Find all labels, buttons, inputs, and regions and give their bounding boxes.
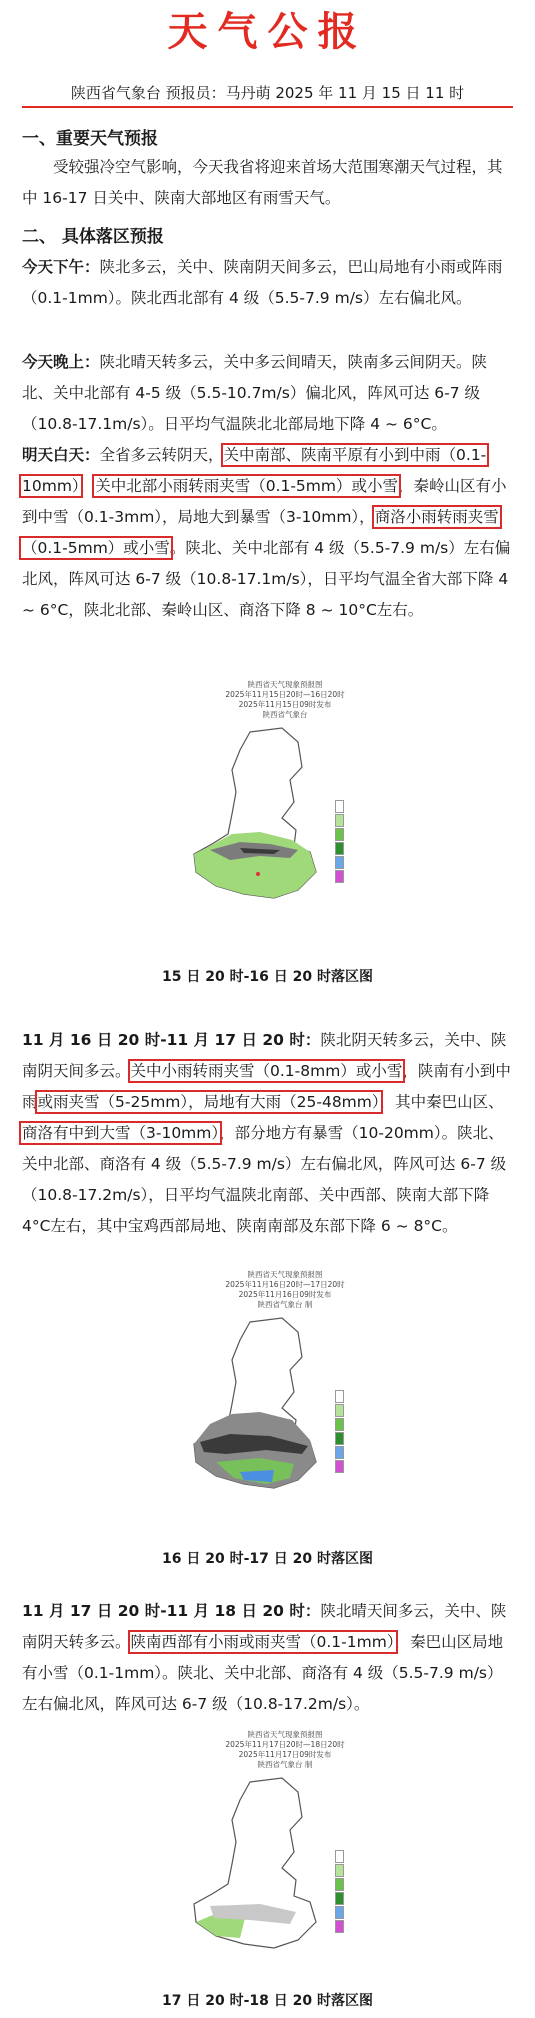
map-title-line: 2025年11月17日20时—18日20时 bbox=[225, 1740, 345, 1749]
rain-area bbox=[194, 832, 316, 898]
highlight-box: 商洛小雨转雨夹雪（0.1-5mm）或小雪 bbox=[22, 508, 499, 557]
highlight-box: 商洛有中到大雪（3-10mm） bbox=[22, 1124, 220, 1142]
highlight-box: 关中南部、陕南平原有小到中雨（0.1-10mm） bbox=[22, 446, 487, 495]
forecast-label: 11 月 17 日 20 时-11 月 18 日 20 时： bbox=[22, 1602, 321, 1620]
forecast-map-2 bbox=[170, 1270, 400, 1500]
map-title-line: 陕西省天气现象预报图 bbox=[247, 1270, 323, 1279]
title-divider bbox=[22, 106, 513, 108]
forecast-label: 11 月 16 日 20 时-11 月 17 日 20 时： bbox=[22, 1031, 321, 1049]
map-title-line: 陕西省天气现象预报图 bbox=[247, 680, 323, 689]
forecast-text: ，陕南有小到中雨 bbox=[22, 1062, 511, 1111]
forecast-text: 。陕北、关中北部有 4 级（5.5-7.9 m/s）左右偏北风，阵风可达 6-7 级（10.8-17.1m/s），日平均气温全省大部下降 4 ~ 6°C，陕北北部、秦岭山区、商洛下降 8 ~ 10°C左右。 bbox=[22, 539, 511, 619]
map-caption-3: 17 日 20 时-18 日 20 时落区图 bbox=[162, 1993, 373, 2009]
map-title-line: 2025年11月16日09时发布 bbox=[238, 1290, 332, 1299]
map-title bbox=[170, 1270, 400, 1310]
map-legend bbox=[335, 1850, 367, 1934]
forecast-text: 陕北多云，关中、陕南阴天间多云，巴山局地有小雨或阵雨（0.1-1mm）。陕北西北部有 4 级（5.5-7.9 m/s）左右偏北风。 bbox=[22, 258, 503, 307]
forecast-label: 明天白天： bbox=[22, 446, 100, 464]
forecast-text: 全省多云转阴天， bbox=[99, 446, 224, 464]
forecast-16-17 bbox=[22, 1025, 513, 1242]
forecast-tomorrow-day bbox=[22, 440, 513, 626]
bulletin-title: 天气公报 bbox=[167, 8, 368, 55]
map-title bbox=[170, 680, 400, 720]
section-1-body: 受较强冷空气影响，今天我省将迎来首场大范围寒潮天气过程，其中 16-17 日关中、陕南大部地区有雨雪天气。 bbox=[22, 158, 503, 207]
forecast-today-afternoon bbox=[22, 252, 513, 314]
map-title-line: 2025年11月17日09时发布 bbox=[238, 1750, 332, 1759]
highlight-box: 关中小雨转雨夹雪（0.1-8mm）或小雪 bbox=[130, 1062, 403, 1080]
forecast-text: 陕北晴天间多云，关中、陕南阴天转多云。 bbox=[22, 1602, 507, 1651]
forecast-text: ，秦巴山区局地有小雪（0.1-1mm）。陕北、关中北部、商洛有 4 级（5.5-7.9 m/s）左右偏北风，阵风可达 6-7 级（10.8-17.2m/s）。 bbox=[22, 1633, 504, 1713]
highlight-box: 陕南西部有小雨或雨夹雪（0.1-1mm） bbox=[130, 1633, 395, 1651]
map-legend bbox=[335, 1390, 367, 1474]
forecast-text: ，部分地方有暴雪（10-20mm）。陕北、关中北部、商洛有 4 级（5.5-7.9 m/s）左右偏北风，阵风可达 6-7 级（10.8-17.2m/s），日平均气温陕北南部、关中西部、陕南大部下降 4°C左右，其中宝鸡西部局地、陕南南部及东部下降 6 ~ 8°C。 bbox=[22, 1124, 507, 1235]
map-title-line: 陕西省天气现象预报图 bbox=[247, 1730, 323, 1739]
map-caption-2: 16 日 20 时-17 日 20 时落区图 bbox=[162, 1551, 373, 1567]
map-title-line: 陕西省气象台 bbox=[262, 710, 308, 719]
map-title bbox=[170, 1730, 400, 1770]
forecast-label: 今天晚上： bbox=[22, 353, 100, 371]
map-caption-1: 15 日 20 时-16 日 20 时落区图 bbox=[162, 969, 373, 985]
section-1-heading: 一、重要天气预报 bbox=[22, 129, 158, 149]
forecast-text: ，其中秦巴山区、 bbox=[379, 1093, 504, 1111]
map-title-line: 2025年11月15日09时发布 bbox=[238, 700, 332, 709]
map-title-line: 2025年11月16日20时—17日20时 bbox=[225, 1280, 345, 1289]
city-marker bbox=[256, 872, 260, 876]
forecast-text: 陕北晴天转多云，关中多云间晴天，陕南多云间阴天。陕北、关中北部有 4-5 级（5.5-10.7m/s）偏北风，阵风可达 6-7 级（10.8-17.1m/s）。日平均气温陕北北部局地下降 4 ~ 6°C。 bbox=[22, 353, 488, 433]
forecast-text: 陕北阴天转多云，关中、陕南阴天间多云。 bbox=[22, 1031, 507, 1080]
forecast-label: 今天下午： bbox=[22, 258, 100, 276]
bulletin-meta: 陕西省气象台 预报员：马丹萌 2025 年 11 月 15 日 11 时 bbox=[70, 84, 465, 102]
forecast-tonight bbox=[22, 347, 513, 440]
forecast-17-18 bbox=[22, 1596, 513, 1720]
highlight-box: 关中北部小雨转雨夹雪（0.1-5mm）或小雪 bbox=[95, 477, 398, 495]
map-title-line: 陕西省气象台 制 bbox=[257, 1300, 313, 1309]
forecast-map-3 bbox=[170, 1730, 400, 1960]
highlight-box: 或雨夹雪（5-25mm），局地有大雨（25-48mm） bbox=[37, 1093, 380, 1111]
map-title-line: 陕西省气象台 制 bbox=[257, 1760, 313, 1769]
section-2-heading: 二、 具体落区预报 bbox=[22, 227, 164, 247]
forecast-text: ，秦岭山区有小到中雪（0.1-3mm），局地大到暴雪（3-10mm）， bbox=[22, 477, 507, 526]
map-title-line: 2025年11月15日20时—16日20时 bbox=[225, 690, 345, 699]
forecast-map-1 bbox=[170, 680, 400, 910]
map-legend bbox=[335, 800, 367, 884]
forecast-text: ， bbox=[79, 477, 96, 495]
